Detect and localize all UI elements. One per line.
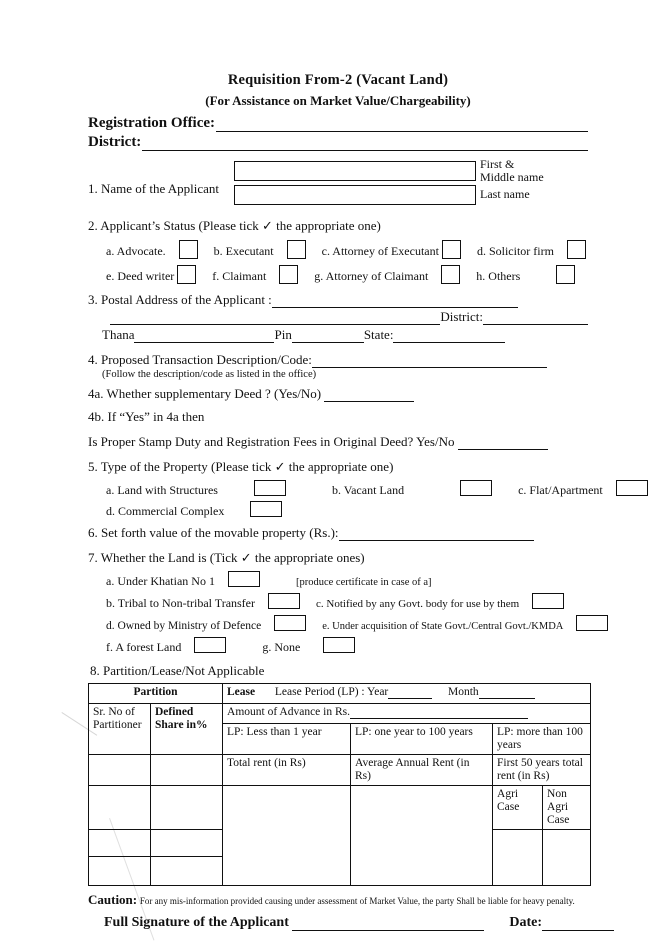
- section-1-name: [88, 157, 588, 209]
- table-row-header-main: [89, 684, 591, 704]
- thana-pin-state-row: [88, 327, 588, 343]
- address-district-label: District:: [440, 309, 483, 324]
- partition-sr-cell-3[interactable]: [89, 830, 151, 857]
- status-checkbox-attorney-of-executant[interactable]: [442, 240, 461, 259]
- stamp-duty-label: Is Proper Stamp Duty and Registration Fees in Original Deed? Yes/No: [88, 434, 455, 449]
- first-50-years-rent-cell: First 50 years total rent (in Rs): [493, 755, 591, 786]
- status-label-claimant: f. Claimant: [212, 269, 267, 283]
- state-label: State:: [363, 327, 394, 342]
- lp-1-to-100-years-cell: LP: one year to 100 years: [351, 724, 493, 755]
- status-label-advocate: a. Advocate.: [106, 244, 166, 258]
- page-subtitle: (For Assistance on Market Value/Chargeability): [205, 93, 471, 108]
- thana-input[interactable]: [134, 330, 274, 343]
- land-label-none: g. None: [262, 640, 301, 654]
- partition-share-cell-3[interactable]: [151, 830, 223, 857]
- section-8-heading: 8. Partition/Lease/Not Applicable: [90, 663, 265, 678]
- lease-header-label: Lease: [227, 686, 256, 698]
- section-4a-row: [88, 386, 588, 402]
- partition-lease-table: [88, 683, 591, 886]
- land-checkbox-khatian[interactable]: [228, 571, 260, 587]
- postal-address-label: 3. Postal Address of the Applicant :: [88, 292, 272, 307]
- advance-amount-label: Amount of Advance in Rs.: [227, 706, 350, 718]
- property-checkbox-land-with-structures[interactable]: [254, 480, 286, 496]
- status-checkbox-executant[interactable]: [287, 240, 306, 259]
- state-input[interactable]: [393, 330, 505, 343]
- district-input[interactable]: [142, 137, 588, 151]
- status-label-deed-writer: e. Deed writer: [106, 269, 175, 283]
- page-title: Requisition From-2 (Vacant Land): [227, 72, 449, 88]
- signature-row: [88, 915, 588, 931]
- address-district-input[interactable]: [483, 312, 588, 325]
- postal-address-input[interactable]: [272, 295, 518, 308]
- postal-address-row: [88, 292, 588, 308]
- land-label-notified-govt: c. Notified by any Govt. body for use by them: [316, 598, 520, 610]
- land-checkbox-tribal-transfer[interactable]: [268, 593, 300, 609]
- lease-period-month-input[interactable]: [479, 686, 535, 699]
- movable-property-label: 6. Set forth value of the movable property (Rs.):: [88, 525, 339, 540]
- section-2-row-2: [88, 265, 588, 284]
- address-district-row: [88, 309, 588, 325]
- table-row-advance: [89, 704, 591, 724]
- property-checkbox-flat-apartment[interactable]: [616, 480, 648, 496]
- status-checkbox-advocate[interactable]: [179, 240, 198, 259]
- section-2-heading: 2. Applicant’s Status (Please tick ✓ the appropriate one): [88, 218, 381, 233]
- land-checkbox-notified-govt[interactable]: [532, 593, 564, 609]
- land-label-khatian: a. Under Khatian No 1: [106, 574, 215, 588]
- section-7-row-a: [88, 571, 588, 589]
- district-row: [88, 134, 588, 151]
- land-checkbox-forest[interactable]: [194, 637, 226, 653]
- partition-share-cell-2[interactable]: [151, 786, 223, 830]
- property-label-land-with-structures: a. Land with Structures: [106, 483, 218, 497]
- section-7-row-de: [88, 615, 588, 633]
- lease-period-year-input[interactable]: [388, 686, 432, 699]
- table-row-rent-labels: [89, 755, 591, 786]
- section-5-row-2: [88, 501, 588, 519]
- land-checkbox-none[interactable]: [323, 637, 355, 653]
- property-label-commercial-complex: d. Commercial Complex: [106, 504, 225, 518]
- section-2-row-1: [88, 240, 588, 259]
- signature-label: Full Signature of the Applicant: [104, 915, 289, 930]
- pin-input[interactable]: [292, 330, 364, 343]
- transaction-description-label: 4. Proposed Transaction Description/Code:: [88, 352, 312, 367]
- partition-share-cell-1[interactable]: [151, 755, 223, 786]
- status-checkbox-claimant[interactable]: [279, 265, 298, 284]
- supplementary-deed-input[interactable]: [324, 389, 414, 402]
- status-checkbox-deed-writer[interactable]: [177, 265, 196, 284]
- status-label-solicitor-firm: d. Solicitor firm: [476, 244, 554, 258]
- lease-month-label: Month: [448, 686, 479, 698]
- partition-sr-cell-2[interactable]: [89, 786, 151, 830]
- section-4b-row: [88, 409, 588, 425]
- lp-more-than-100-years-cell: LP: more than 100 years: [493, 724, 591, 755]
- partition-share-cell-4[interactable]: [151, 857, 223, 886]
- average-annual-rent-cell: Average Annual Rent (in Rs): [351, 755, 493, 786]
- land-checkbox-defence[interactable]: [274, 615, 306, 631]
- section-5-row-1: [88, 480, 603, 498]
- land-label-defence: d. Owned by Ministry of Defence: [106, 620, 262, 632]
- land-label-acquisition: e. Under acquisition of State Govt./Central Govt./KMDA: [322, 621, 564, 632]
- status-label-attorney-of-executant: c. Attorney of Executant: [321, 244, 439, 258]
- lease-header-cell: [223, 684, 591, 704]
- last-name-caption: Last name: [480, 187, 530, 201]
- total-rent-cell: Total rent (in Rs): [223, 755, 351, 786]
- first-name-caption: First &: [480, 157, 515, 171]
- supplementary-deed-label: 4a. Whether supplementary Deed ? (Yes/No): [88, 386, 322, 401]
- registration-office-row: [88, 115, 588, 132]
- registration-office-input[interactable]: [216, 118, 588, 132]
- last-name-input[interactable]: [234, 185, 476, 205]
- thana-label: Thana: [102, 327, 135, 342]
- partition-header-cell: Partition: [89, 684, 223, 704]
- lease-period-label: Lease Period (LP) : Year: [274, 686, 389, 698]
- section-4-row: [88, 352, 588, 368]
- defined-share-header-cell: Defined Share in%: [151, 704, 223, 755]
- stamp-duty-input[interactable]: [458, 437, 548, 450]
- property-checkbox-vacant-land[interactable]: [460, 480, 492, 496]
- status-label-executant: b. Executant: [213, 244, 274, 258]
- agri-case-value-cell[interactable]: [493, 830, 543, 886]
- partition-sr-cell-1[interactable]: [89, 755, 151, 786]
- status-checkbox-solicitor-firm[interactable]: [567, 240, 586, 259]
- section-7-row-bc: [88, 593, 588, 611]
- average-annual-rent-value-cell[interactable]: [351, 786, 493, 886]
- non-agri-case-value-cell[interactable]: [543, 830, 591, 886]
- section-5-heading: 5. Type of the Property (Please tick ✓ the appropriate one): [88, 459, 394, 474]
- caution-label: Caution:: [88, 892, 138, 907]
- registration-office-label: Registration Office:: [88, 115, 216, 131]
- transaction-description-input[interactable]: [312, 355, 547, 368]
- lp-less-than-1-year-cell: LP: Less than 1 year: [223, 724, 351, 755]
- stamp-duty-row: [88, 434, 588, 450]
- section-6-row: [88, 525, 588, 541]
- non-agri-case-cell: Non Agri Case: [543, 786, 591, 830]
- section-4b-label: 4b. If “Yes” in 4a then: [88, 409, 205, 424]
- section-4-note: (Follow the description/code as listed in the office): [102, 369, 317, 380]
- caution-row: [88, 892, 588, 908]
- pin-label: Pin: [274, 327, 292, 342]
- signature-input[interactable]: [292, 918, 484, 931]
- status-label-others: h. Others: [476, 269, 521, 283]
- date-label: Date:: [509, 915, 543, 930]
- property-checkbox-commercial-complex[interactable]: [250, 501, 282, 517]
- section-7-row-fg: [88, 637, 588, 655]
- district-label: District:: [88, 134, 142, 150]
- address-line2-input[interactable]: [110, 312, 440, 325]
- land-label-tribal-transfer: b. Tribal to Non-tribal Transfer: [106, 596, 256, 610]
- property-label-vacant-land: b. Vacant Land: [331, 483, 405, 497]
- total-rent-value-cell[interactable]: [223, 786, 351, 886]
- movable-property-input[interactable]: [339, 528, 534, 541]
- status-label-attorney-of-claimant: g. Attorney of Claimant: [314, 269, 429, 283]
- land-label-forest: f. A forest Land: [106, 640, 182, 654]
- section-3-address: [88, 292, 588, 343]
- first-middle-name-input[interactable]: [234, 161, 476, 181]
- status-checkbox-attorney-of-claimant[interactable]: [441, 265, 460, 284]
- advance-amount-cell: [223, 704, 591, 724]
- form-body: [88, 72, 603, 931]
- applicant-name-label: 1. Name of the Applicant: [88, 181, 220, 196]
- advance-amount-input[interactable]: [350, 706, 528, 719]
- property-label-flat-apartment: c. Flat/Apartment: [518, 483, 603, 497]
- agri-case-cell: Agri Case: [493, 786, 543, 830]
- section-7-heading: 7. Whether the Land is (Tick ✓ the appropriate ones): [88, 550, 365, 565]
- status-checkbox-others[interactable]: [556, 265, 575, 284]
- date-input[interactable]: [542, 918, 614, 931]
- land-checkbox-acquisition[interactable]: [576, 615, 608, 631]
- partition-sr-cell-4[interactable]: [89, 857, 151, 886]
- sr-no-header-cell: Sr. No of Partitioner: [89, 704, 151, 755]
- middle-name-caption: Middle name: [480, 170, 544, 184]
- khatian-note: [produce certificate in case of a]: [295, 577, 432, 588]
- table-row-agri-split: [89, 786, 591, 830]
- caution-text: For any mis-information provided causing under assessment of Market Value, the party Shall be liable for heavy penalty.: [139, 896, 575, 906]
